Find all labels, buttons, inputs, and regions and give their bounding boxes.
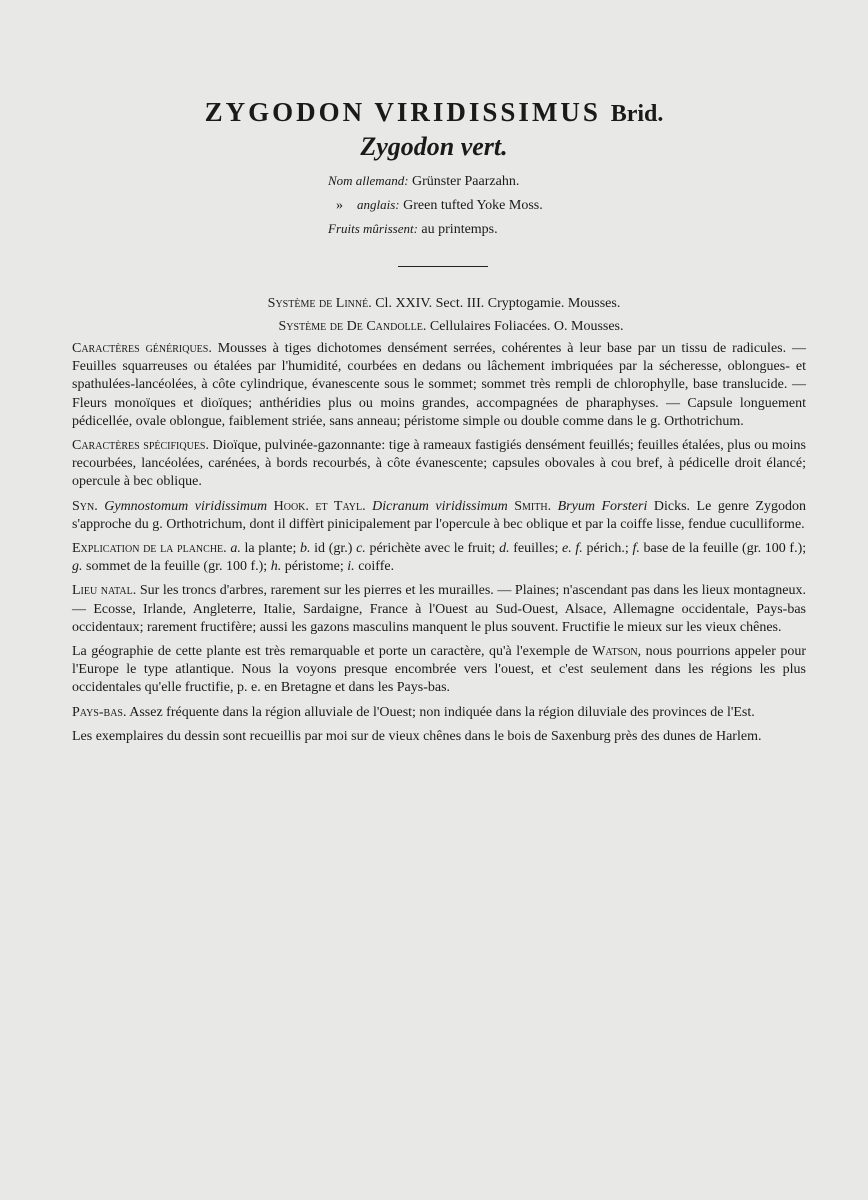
specimens-note: Les exemplaires du dessin sont recueillis par moi sur de vieux chênes dans le bois de Saxenburg près des dunes de Harlem. xyxy=(72,728,762,744)
common-names xyxy=(328,169,868,241)
geography: La géographie de cette plante est très remarquable et porte un caractère, qu'à l'exemple de Watson, nous pourrions appeler pour l'Europe le type atlantique. Nous la voyons presque encombrée vers l'ouest, et c'est seulement dans les régions les plus occidentales qu'elle fructifie, p. e. en Bretagne et dans les Pays-bas. xyxy=(72,644,806,696)
netherlands-distribution: Pays-bas. Assez fréquente dans la région alluviale de l'Ouest; non indiquée dans la région diluviale des provinces de l'Est. xyxy=(72,704,755,720)
description-body xyxy=(72,340,806,752)
candolle-system: Système de De Candolle. Cellulaires Foliacées. O. Mousses. xyxy=(278,319,624,334)
german-name-line: Nom allemand: Grünster Paarzahn. xyxy=(328,173,520,189)
linne-system: Système de Linné. Cl. XXIV. Sect. III. Cryptogamie. Mousses. xyxy=(267,296,621,311)
specific-characters: Caractères spécifiques. Dioïque, pulvinée-gazonnante: tige à rameaux fastigiés densément feuillés; feuilles étalées, plus ou moins recourbées, lancéolées, carénées, à bords recourbés, à côte évanescente; capsules obovales à cou bref, à pédicelle droit élancé; opercule à bec oblique. xyxy=(72,438,806,490)
generic-characters: Caractères génériques. Mousses à tiges dichotomes densément serrées, cohérentes à leur base par un tissu de radicules. — Feuilles squarreuses ou étalées par l'humidité, courbées en dedans ou lâchement imbriquées par la sécheresse, oblongues- et spathulées-lancéolées, à côte cylindrique, évanescente sous le sommet; sommet très rempli de chlorophylle, base translucide. — Fleurs monoïques et dioïques; anthéridies plus ou moins grandes, accompagnées de pharaphyses. — Capsule longuement pédicellée, ovale oblongue, faiblement striée, sans anneau; péristome simple ou double comme dans le g. Orthotrichum. xyxy=(72,341,806,429)
latin-name: ZYGODON VIRIDISSIMUS xyxy=(204,97,601,127)
synonyms: Syn. Gymnostomum viridissimum Hook. et Tayl. Dicranum viridissimum Smith. Bryum Forsteri Dicks. Le genre Zygodon s'approche du g. Orthotrichum, dont il diffèrt pinicipalement par l'opercule à bec oblique et par la coiffe lisse, fendue cuculliforme. xyxy=(72,498,806,532)
divider-rule xyxy=(398,266,488,267)
classification-systems xyxy=(0,292,868,338)
habitat: Lieu natal. Sur les troncs d'arbres, rarement sur les pierres et les murailles. — Plaines; n'ascendant pas dans les lieux montagneux. — Ecosse, Irlande, Angleterre, Italie, Sardaigne, France à l'Ouest au Sud-Ouest, Alsace, Allemagne occidentale, Pays-bas occidentaux; rarement fructifère; aussi les gazons masculins manquent le plus souvent. Fructifie le mieux sur les vieux chênes. xyxy=(72,583,807,635)
french-name: Zygodon vert. xyxy=(360,132,508,161)
species-title xyxy=(0,95,868,131)
plate-explanation: Explication de la planche. a. la plante; b. id (gr.) c. périchète avec le fruit; d. feuilles; e. f. périch.; f. base de la feuille (gr. 100 f.); g. sommet de la feuille (gr. 100 f.); h. péristome; i. coiffe. xyxy=(72,541,807,575)
english-name-line: » anglais: Green tufted Yoke Moss. xyxy=(336,197,543,213)
fruit-line: Fruits mûrissent: au printemps. xyxy=(328,221,498,237)
title-block xyxy=(0,95,868,241)
author-abbrev: Brid. xyxy=(610,101,664,127)
